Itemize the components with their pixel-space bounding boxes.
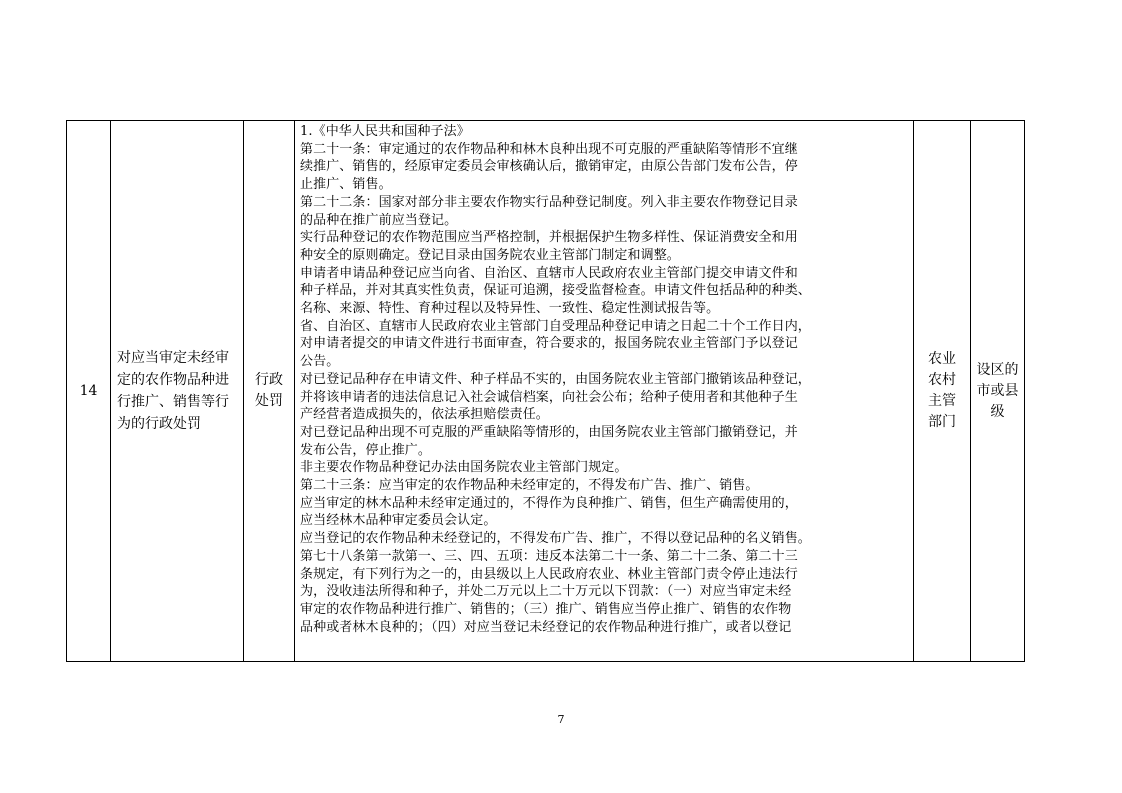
regulation-table — [66, 120, 1025, 662]
basis-line: 名称、来源、特性、育种过程以及特异性、一致性、稳定性测试报告等。 — [300, 301, 720, 317]
basis-line: 1.《中华人民共和国种子法》 — [300, 124, 470, 139]
legal-basis-cell — [295, 121, 914, 662]
legal-basis-text — [300, 123, 908, 661]
basis-line: 并将该申请者的违法信息记入社会诚信档案，向社会公布；给种子使用者和其他种子生 — [300, 389, 798, 405]
department-cell — [914, 121, 971, 662]
basis-line: 对申请者提交的申请文件进行书面审查，符合要求的，报国务院农业主管部门予以登记 — [300, 336, 798, 352]
basis-line: 品种或者林木良种的；（四）对应当登记未经登记的农作物品种进行推广，或者以登记 — [300, 619, 792, 635]
basis-line: 第七十八条第一款第一、三、四、五项：违反本法第二十一条、第二十二条、第二十三 — [300, 548, 798, 564]
basis-line: 审定的农作物品种进行推广、销售的；（三）推广、销售应当停止推广、销售的农作物 — [300, 601, 792, 617]
basis-line: 实行品种登记的农作物范围应当严格控制，并根据保护生物多样性、保证消费安全和用 — [300, 230, 798, 246]
basis-line: 止推广、销售。 — [300, 177, 392, 193]
item-name: 对应当审定未经审定的农作物品种进行推广、销售等行为的行政处罚 — [111, 121, 244, 662]
basis-line: 申请者申请品种登记应当向省、自治区、直辖市人民政府农业主管部门提交申请文件和 — [300, 265, 798, 281]
basis-line: 公告。 — [300, 354, 340, 370]
basis-line: 产经营者造成损失的，依法承担赔偿责任。 — [300, 407, 549, 423]
basis-line: 省、自治区、直辖市人民政府农业主管部门自受理品种登记申请之日起二十个工作日内， — [300, 318, 811, 334]
basis-line: 对已登记品种存在申请文件、种子样品不实的，由国务院农业主管部门撤销该品种登记， — [300, 371, 811, 387]
department-text: 农业农村主管部门 — [928, 351, 956, 430]
basis-line: 对已登记品种出现不可克服的严重缺陷等情形的，由国务院农业主管部门撤销登记，并 — [300, 424, 798, 440]
level-text: 设区的市或县级 — [976, 361, 1019, 420]
basis-line: 为，没收违法所得和种子，并处二万元以上二十万元以下罚款：（一）对应当审定未经 — [300, 584, 792, 600]
basis-line: 的品种在推广前应当登记。 — [300, 212, 458, 228]
row-number: 14 — [67, 121, 111, 662]
basis-line: 第二十一条：审定通过的农作物品种和林木良种出现不可克服的严重缺陷等情形不宜继 — [300, 141, 798, 157]
basis-line: 种子样品，并对其真实性负责，保证可追溯，接受监督检查。申请文件包括品种的种类、 — [300, 283, 811, 299]
basis-line: 发布公告，停止推广。 — [300, 442, 432, 458]
basis-line: 应当审定的林木品种未经审定通过的，不得作为良种推广、销售，但生产确需使用的， — [300, 495, 798, 511]
basis-line: 第二十三条：应当审定的农作物品种未经审定的，不得发布广告、推广、销售。 — [300, 478, 759, 494]
basis-line: 应当经林木品种审定委员会认定。 — [300, 513, 497, 529]
level-cell — [971, 121, 1025, 662]
basis-line: 非主要农作物品种登记办法由国务院农业主管部门规定。 — [300, 460, 628, 476]
basis-line: 应当登记的农作物品种未经登记的，不得发布广告、推广，不得以登记品种的名义销售。 — [300, 531, 811, 547]
basis-line: 第二十二条：国家对部分非主要农作物实行品种登记制度。列入非主要农作物登记目录 — [300, 194, 798, 210]
page-number: 7 — [557, 713, 565, 726]
category-cell — [244, 121, 295, 662]
basis-line: 条规定，有下列行为之一的，由县级以上人民政府农业、林业主管部门责令停止违法行 — [300, 566, 798, 582]
category-text: 行政处罚 — [255, 372, 283, 409]
table-row — [67, 121, 1025, 662]
basis-line: 种安全的原则确定。登记目录由国务院农业主管部门制定和调整。 — [300, 247, 680, 263]
basis-line: 续推广、销售的，经原审定委员会审核确认后，撤销审定，由原公告部门发布公告，停 — [300, 159, 798, 175]
